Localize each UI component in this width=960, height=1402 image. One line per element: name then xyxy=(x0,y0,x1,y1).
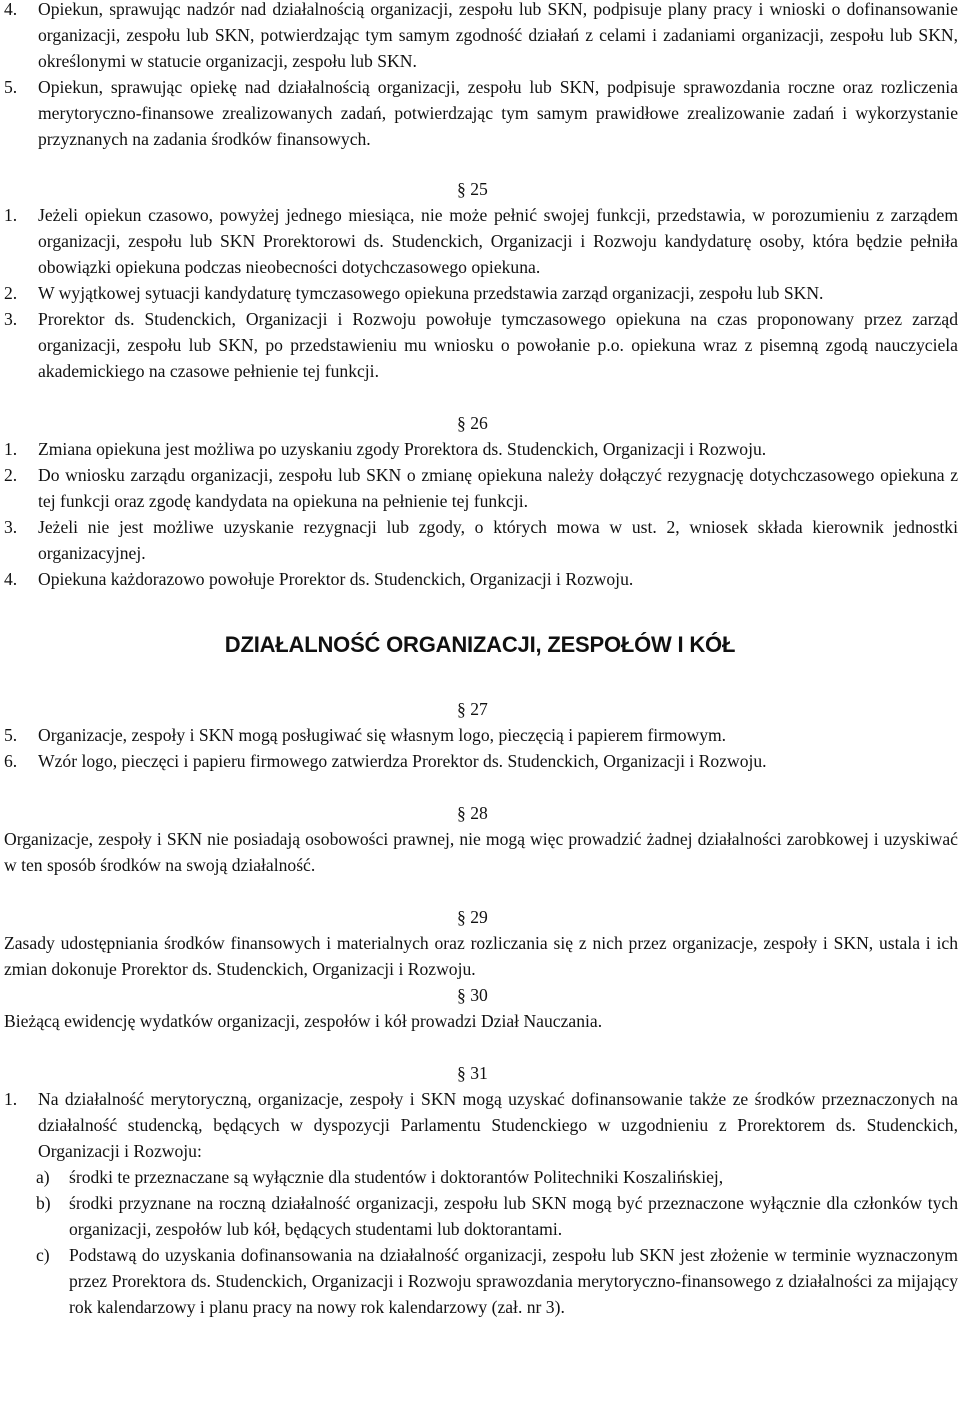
sub-list-item xyxy=(36,1190,958,1242)
list-item xyxy=(4,566,958,592)
section-title: § 30 xyxy=(457,985,488,1005)
list-item xyxy=(4,1086,958,1164)
paragraph: Bieżącą ewidencję wydatków organizacji, zespołów i kół prowadzi Dział Nauczania. xyxy=(4,1011,603,1031)
item-letter: b) xyxy=(36,1193,51,1213)
paragraph: Zasady udostępniania środków finansowych i materialnych oraz rozliczania się z nich przez organizacje, zespoły i SKN, ustala i ich zmian dokonuje Prorektor ds. Studenckich, Organizacji i Rozwoju. xyxy=(4,933,958,979)
item-number: 3. xyxy=(4,517,18,537)
list-item xyxy=(4,514,958,566)
section-26 xyxy=(0,410,960,592)
section-title: § 26 xyxy=(457,413,488,433)
sub-list-item xyxy=(36,1164,958,1190)
list-item xyxy=(4,306,958,384)
list-item xyxy=(4,436,958,462)
section-title: § 25 xyxy=(457,179,488,199)
section-title: § 28 xyxy=(457,803,488,823)
sub-list-item xyxy=(36,1242,958,1320)
section-25 xyxy=(0,176,960,384)
list-item xyxy=(4,0,958,74)
section-29 xyxy=(0,904,960,982)
section-title: § 27 xyxy=(457,699,488,719)
item-text: Opiekuna każdorazowo powołuje Prorektor ds. Studenckich, Organizacji i Rozwoju. xyxy=(38,569,634,589)
item-number: 1. xyxy=(4,205,18,225)
section-31 xyxy=(0,1060,960,1320)
section-title: § 29 xyxy=(457,907,488,927)
item-letter: a) xyxy=(36,1167,50,1187)
section-continued xyxy=(0,0,960,152)
section-28 xyxy=(0,800,960,878)
chapter-heading: DZIAŁALNOŚĆ ORGANIZACJI, ZESPOŁÓW I KÓŁ xyxy=(224,632,736,657)
item-text: środki te przeznaczane są wyłącznie dla studentów i doktorantów Politechniki Koszalińskiej, xyxy=(69,1167,724,1187)
item-number: 2. xyxy=(4,283,18,303)
section-30 xyxy=(0,982,960,1034)
item-text: W wyjątkowej sytuacji kandydaturę tymczasowego opiekuna przedstawia zarząd organizacji, zespołu lub SKN. xyxy=(38,283,824,303)
item-letter: c) xyxy=(36,1245,50,1265)
item-number: 5. xyxy=(4,725,18,745)
item-text: Podstawą do uzyskania dofinansowania na działalność organizacji, zespołu lub SKN jest złożenie w terminie wyznaczonym przez Prorektora ds. Studenckich, Organizacji i Rozwoju sprawozdania merytoryczno-finansowego z działalności za mijający rok kalendarzowy i planu pracy na nowy rok kalendarzowy (zał. nr 3). xyxy=(69,1245,958,1317)
item-text: środki przyznane na roczną działalność organizacji, zespołu lub SKN mogą być przeznaczone wyłącznie dla członków tych organizacji, zespołów lub kół, będących studentami lub doktorantami. xyxy=(69,1193,958,1239)
item-number: 4. xyxy=(4,569,18,589)
item-number: 6. xyxy=(4,751,18,771)
item-text: Wzór logo, pieczęci i papieru firmowego zatwierdza Prorektor ds. Studenckich, Organizacji i Rozwoju. xyxy=(38,751,767,771)
item-text: Opiekun, sprawując nadzór nad działalnością organizacji, zespołu lub SKN, podpisuje plany pracy i wnioski o dofinansowanie organizacji, zespołu lub SKN, potwierdzając tym samym zgodność działań z celami i zadaniami organizacji, zespołu lub SKN, określonymi w statucie organizacji, zespołu lub SKN. xyxy=(38,0,958,71)
list-item xyxy=(4,748,958,774)
list-item xyxy=(4,202,958,280)
section-title: § 31 xyxy=(457,1063,488,1083)
item-text: Opiekun, sprawując opiekę nad działalnością organizacji, zespołu lub SKN, podpisuje sprawozdania roczne oraz rozliczenia merytoryczno-finansowe zrealizowanych zadań, potwierdzając tym samym prawidłowe zrealizowanie zadań i wykorzystanie przyznanych na zadania środków finansowych. xyxy=(38,77,958,149)
item-text: Organizacje, zespoły i SKN mogą posługiwać się własnym logo, pieczęcią i papierem firmowym. xyxy=(38,725,727,745)
list-item xyxy=(4,462,958,514)
list-item xyxy=(4,74,958,152)
item-text: Jeżeli opiekun czasowo, powyżej jednego miesiąca, nie może pełnić swojej funkcji, przedstawia, w porozumieniu z zarządem organizacji, zespołu lub SKN Prorektorowi ds. Studenckich, Organizacji i Rozwoju kandydaturę osoby, która będzie pełniła obowiązki opiekuna podczas nieobecności dotychczasowego opiekuna. xyxy=(38,205,958,277)
item-text: Na działalność merytoryczną, organizacje, zespoły i SKN mogą uzyskać dofinansowanie także ze środków przeznaczonych na działalność studencką, będących w dyspozycji Parlamentu Studenckiego w uzgodnieniu z Prorektorem ds. Studenckich, Organizacji i Rozwoju: xyxy=(38,1089,958,1161)
item-number: 1. xyxy=(4,1089,18,1109)
item-text: Prorektor ds. Studenckich, Organizacji i Rozwoju powołuje tymczasowego opiekuna na czas proponowany przez zarząd organizacji, zespołu lub SKN, po przedstawieniu mu wniosku o powołanie p.o. opiekuna wraz z pisemną zgodą nauczyciela akademickiego na czasowe pełnienie tej funkcji. xyxy=(38,309,958,381)
paragraph: Organizacje, zespoły i SKN nie posiadają osobowości prawnej, nie mogą więc prowadzić żadnej działalności zarobkowej i uzyskiwać w ten sposób środków na swoją działalność. xyxy=(4,829,958,875)
item-number: 3. xyxy=(4,309,18,329)
item-text: Do wniosku zarządu organizacji, zespołu lub SKN o zmianę opiekuna należy dołączyć rezygnację dotychczasowego opiekuna z tej funkcji oraz zgodę kandydata na opiekuna na pełnienie tej funkcji. xyxy=(38,465,958,511)
list-item xyxy=(4,280,958,306)
item-number: 4. xyxy=(4,0,18,19)
section-27 xyxy=(0,696,960,774)
item-text: Zmiana opiekuna jest możliwa po uzyskaniu zgody Prorektora ds. Studenckich, Organizacji i Rozwoju. xyxy=(38,439,767,459)
item-number: 5. xyxy=(4,77,18,97)
item-number: 2. xyxy=(4,465,18,485)
item-text: Jeżeli nie jest możliwe uzyskanie rezygnacji lub zgody, o których mowa w ust. 2, wniosek składa kierownik jednostki organizacyjnej. xyxy=(38,517,958,563)
list-item xyxy=(4,722,958,748)
item-number: 1. xyxy=(4,439,18,459)
